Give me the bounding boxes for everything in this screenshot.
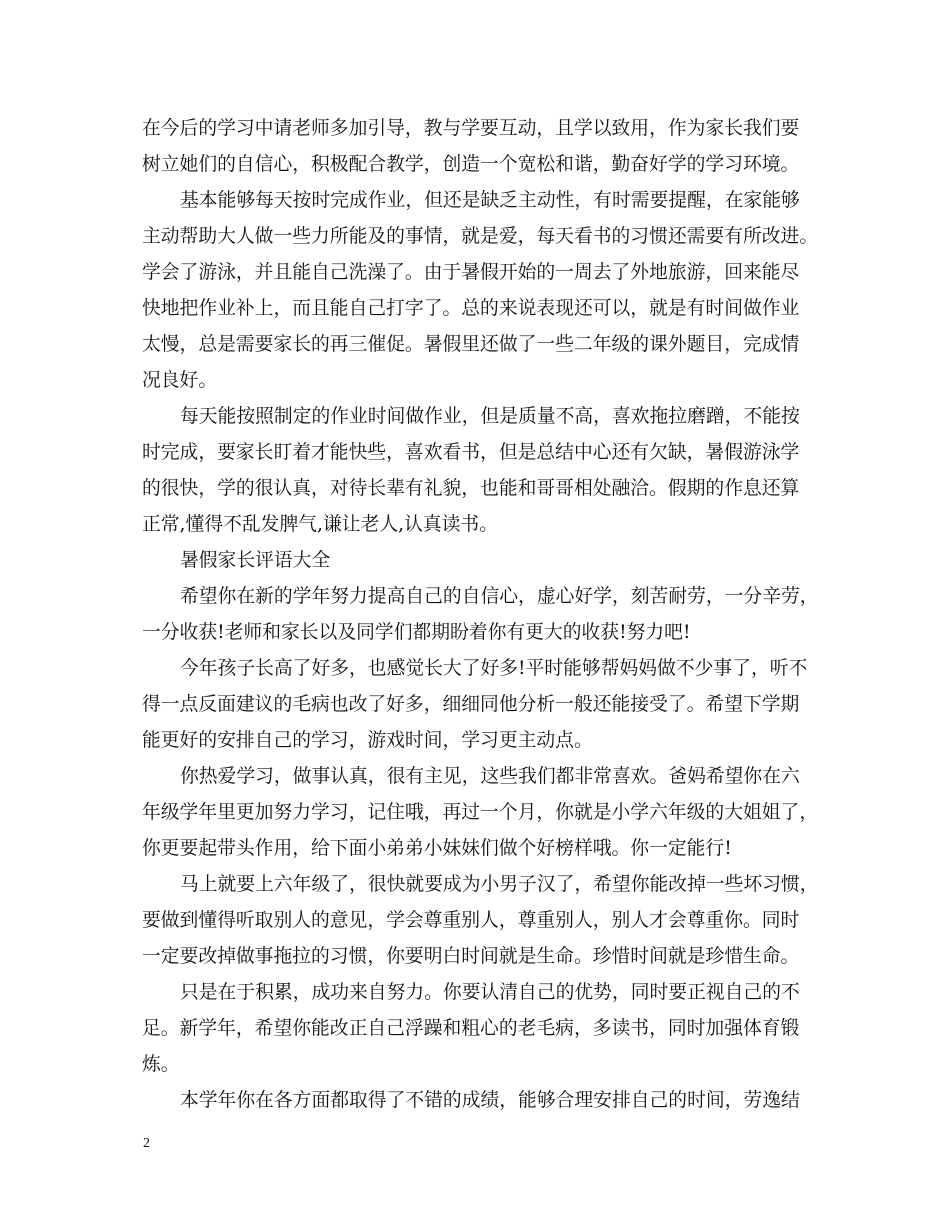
text-line: 况良好。 <box>142 370 218 391</box>
text-line: 马上就要上六年级了，很快就要成为小男子汉了，希望你能改掉一些坏习惯， <box>180 874 819 895</box>
section-heading: 暑假家长评语大全 <box>180 550 331 571</box>
text-line: 炼。 <box>142 1054 180 1075</box>
text-line: 基本能够每天按时完成作业，但还是缺乏主动性，有时需要提醒，在家能够 <box>180 190 800 211</box>
text-line: 每天能按照制定的作业时间做作业，但是质量不高，喜欢拖拉磨蹭，不能按 <box>180 406 800 427</box>
text-line: 一定要改掉做事拖拉的习惯，你要明白时间就是生命。珍惜时间就是珍惜生命。 <box>142 946 800 967</box>
text-line: 年级学年里更加努力学习，记住哦，再过一个月，你就是小学六年级的大姐姐了， <box>142 802 819 823</box>
text-line: 今年孩子长高了好多，也感觉长大了好多!平时能够帮妈妈做不少事了，听不 <box>180 658 808 679</box>
text-line: 学会了游泳，并且能自己洗澡了。由于暑假开始的一周去了外地旅游，回来能尽 <box>142 262 800 283</box>
text-line: 太慢，总是需要家长的再三催促。暑假里还做了一些二年级的课外题目，完成情 <box>142 334 800 355</box>
text-line: 要做到懂得听取别人的意见，学会尊重别人，尊重别人，别人才会尊重你。同时 <box>142 910 800 931</box>
text-line: 在今后的学习中请老师多加引导，教与学要互动，且学以致用，作为家长我们要 <box>142 118 800 139</box>
text-line: 足。新学年，希望你能改正自己浮躁和粗心的老毛病，多读书，同时加强体育锻 <box>142 1018 800 1039</box>
text-line: 正常,懂得不乱发脾气,谦让老人,认真读书。 <box>142 514 498 535</box>
text-line: 树立她们的自信心，积极配合教学，创造一个宽松和谐，勤奋好学的学习环境。 <box>142 154 800 175</box>
text-line: 时完成，要家长盯着才能快些，喜欢看书，但是总结中心还有欠缺，暑假游泳学 <box>142 442 800 463</box>
text-line: 主动帮助大人做一些力所能及的事情，就是爱，每天看书的习惯还需要有所改进。 <box>142 226 819 247</box>
text-line: 希望你在新的学年努力提高自己的自信心，虚心好学，刻苦耐劳，一分辛劳， <box>180 586 819 607</box>
text-line: 快地把作业补上，而且能自己打字了。总的来说表现还可以，就是有时间做作业 <box>142 298 800 319</box>
text-line: 的很快，学的很认真，对待长辈有礼貌，也能和哥哥相处融洽。假期的作息还算 <box>142 478 800 499</box>
text-line: 一分收获!老师和家长以及同学们都期盼着你有更大的收获!努力吧! <box>142 622 691 643</box>
page-number: 2 <box>143 1136 150 1151</box>
text-line: 你更要起带头作用，给下面小弟弟小妹妹们做个好榜样哦。你一定能行! <box>142 838 732 859</box>
text-line: 能更好的安排自己的学习，游戏时间，学习更主动点。 <box>142 730 593 751</box>
text-line: 只是在于积累，成功来自努力。你要认清自己的优势，同时要正视自己的不 <box>180 982 800 1003</box>
text-line: 你热爱学习，做事认真，很有主见，这些我们都非常喜欢。爸妈希望你在六 <box>180 766 800 787</box>
text-line: 本学年你在各方面都取得了不错的成绩，能够合理安排自己的时间，劳逸结 <box>180 1090 800 1111</box>
text-line: 得一点反面建议的毛病也改了好多，细细同他分析一般还能接受了。希望下学期 <box>142 694 800 715</box>
